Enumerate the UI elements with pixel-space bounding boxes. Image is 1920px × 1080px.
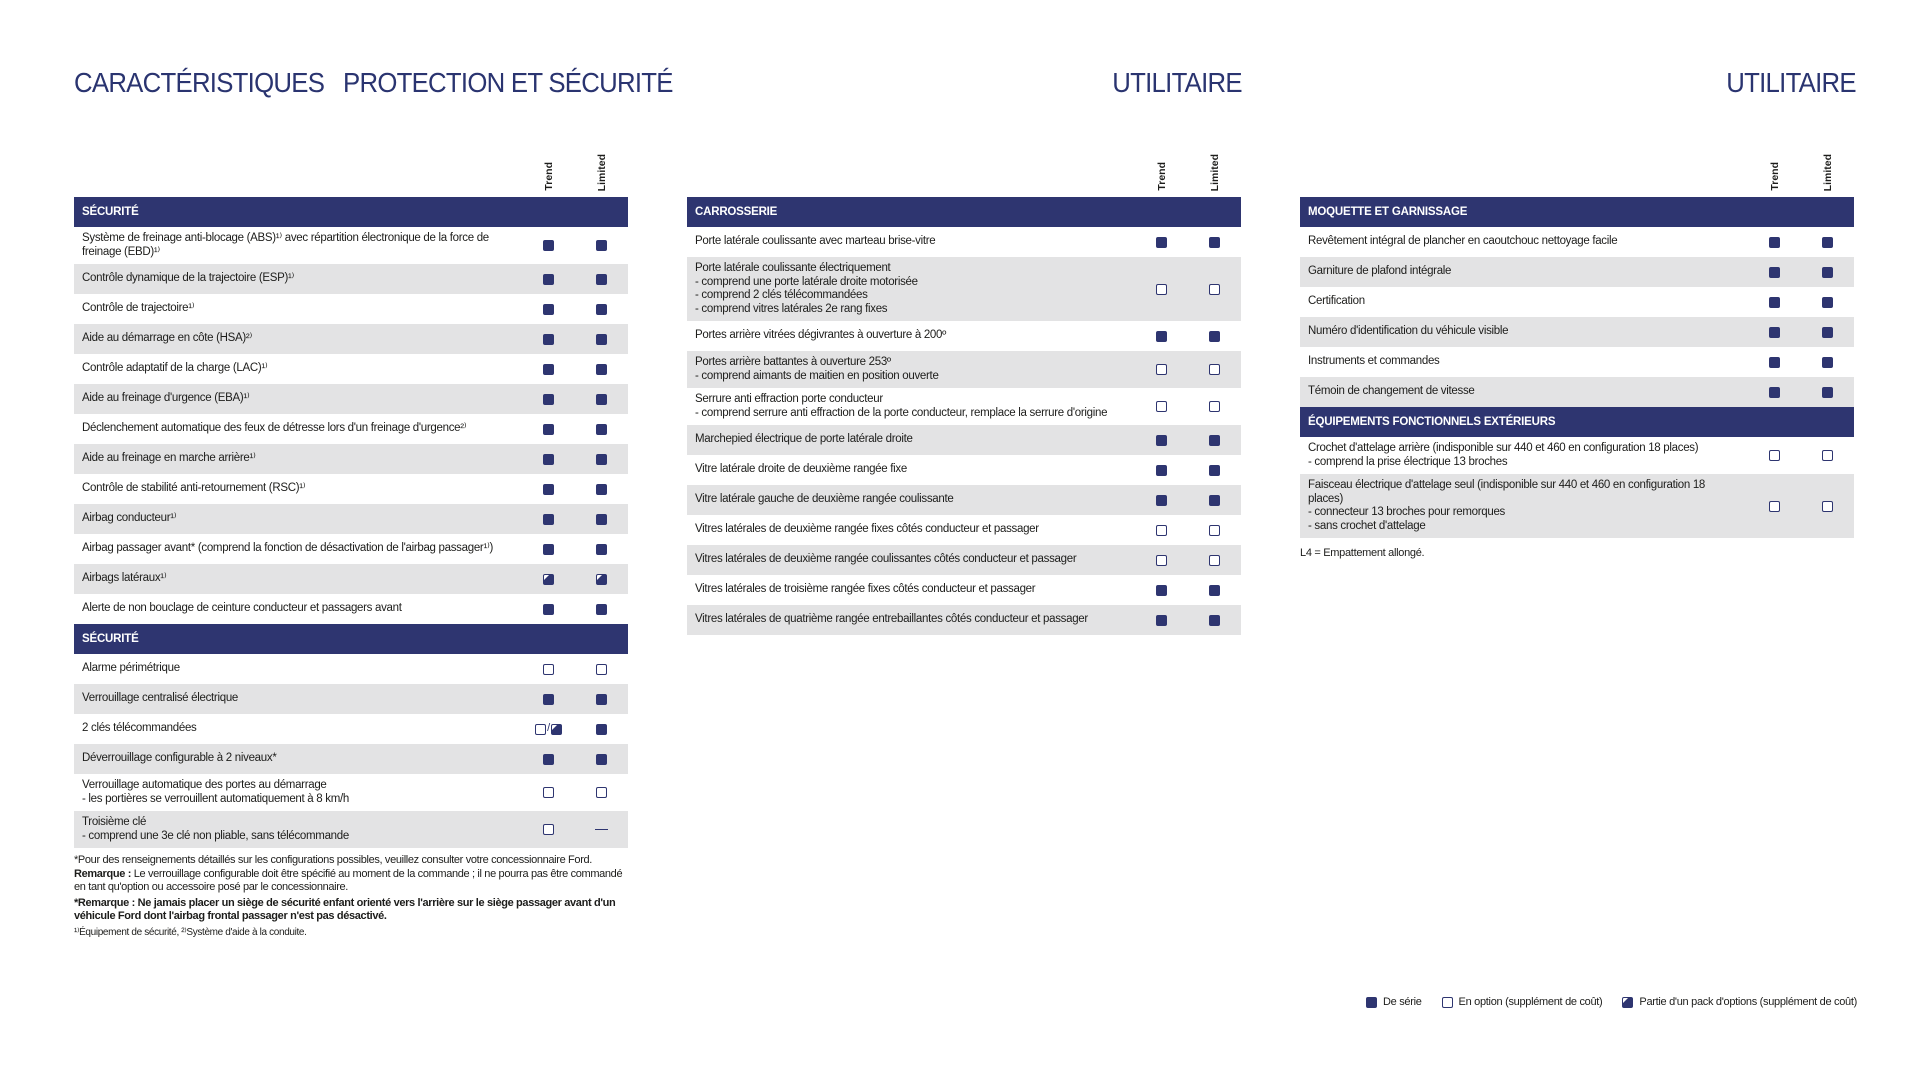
table-row xyxy=(74,474,628,504)
table-row xyxy=(687,515,1241,545)
limited-availability xyxy=(1801,267,1854,278)
feature-label: Aide au démarrage en côte (HSA)²⁾ xyxy=(82,332,252,345)
standard-square-icon xyxy=(596,484,607,495)
feature-label: Porte latérale coulissante électriquement - comprend une porte latérale droite motorisée - comprend 2 clés télécommandées - comprend vitres latérales 2e rang fixes xyxy=(695,262,918,315)
trend-availability xyxy=(1135,615,1188,626)
table-row xyxy=(687,485,1241,515)
standard-square-icon xyxy=(1209,237,1220,248)
feature-label: Crochet d'attelage arrière (indisponible sur 440 et 460 en configuration 18 places) - comprend la prise électrique 13 broches xyxy=(1308,442,1699,468)
standard-square-icon xyxy=(596,304,607,315)
standard-square-icon xyxy=(1209,435,1220,446)
limited-availability xyxy=(575,274,628,285)
limited-availability xyxy=(1801,237,1854,248)
pack-square-icon xyxy=(551,724,562,735)
limited-availability xyxy=(1801,357,1854,368)
trend-availability xyxy=(522,394,575,405)
standard-square-icon xyxy=(596,604,607,615)
standard-square-icon xyxy=(1769,327,1780,338)
trend-availability xyxy=(522,787,575,798)
trend-availability xyxy=(1135,495,1188,506)
legend-option xyxy=(1442,996,1603,1008)
table-row xyxy=(74,264,628,294)
table-row xyxy=(74,294,628,324)
option-square-icon xyxy=(1209,555,1220,566)
option-square-icon xyxy=(543,824,554,835)
option-square-icon xyxy=(1156,525,1167,536)
table-row xyxy=(74,684,628,714)
section-header: ÉQUIPEMENTS FONCTIONNELS EXTÉRIEURS xyxy=(1300,407,1854,437)
feature-label: Portes arrière vitrées dégivrantes à ouverture à 200º xyxy=(695,329,947,342)
limited-availability xyxy=(1188,401,1241,412)
table-row xyxy=(687,545,1241,575)
trim-label-limited: Limited xyxy=(1822,153,1834,191)
legend-standard-label: De série xyxy=(1382,996,1422,1008)
table-row xyxy=(1300,437,1854,474)
section-header: SÉCURITÉ xyxy=(74,624,628,654)
note-empattement: L4 = Empattement allongé. xyxy=(1300,547,1425,559)
trend-availability xyxy=(522,334,575,345)
table-row xyxy=(1300,317,1854,347)
trim-label-limited: Limited xyxy=(596,153,608,191)
trend-availability xyxy=(522,664,575,675)
trend-availability xyxy=(522,454,575,465)
feature-label: Marchepied électrique de porte latérale droite xyxy=(695,433,913,446)
remarque-label: Remarque : xyxy=(74,867,132,880)
feature-label: Troisième clé - comprend une 3e clé non pliable, sans télécommande xyxy=(82,816,349,842)
heading-caracteristiques: CARACTÉRISTIQUES xyxy=(74,67,325,98)
limited-availability xyxy=(575,240,628,251)
feature-label: Alerte de non bouclage de ceinture conducteur et passagers avant xyxy=(82,602,402,615)
standard-square-icon xyxy=(543,240,554,251)
standard-square-icon xyxy=(596,544,607,555)
legend-option-label: En option (supplément de coût) xyxy=(1458,996,1603,1008)
feature-label: Instruments et commandes xyxy=(1308,355,1440,368)
trend-availability xyxy=(1135,465,1188,476)
standard-square-icon xyxy=(1209,615,1220,626)
trim-label-trend: Trend xyxy=(1156,162,1168,191)
standard-square-icon xyxy=(543,604,554,615)
trend-availability xyxy=(1135,237,1188,248)
feature-label: Portes arrière battantes à ouverture 253º - comprend aimants de maitien en position ouverte xyxy=(695,356,939,382)
heading-utilitaire-1: UTILITAIRE xyxy=(1112,67,1242,98)
limited-availability xyxy=(1188,237,1241,248)
trim-label-trend: Trend xyxy=(543,162,555,191)
table-row xyxy=(74,504,628,534)
trend-availability xyxy=(522,484,575,495)
section-header: CARROSSERIE xyxy=(687,197,1241,227)
legend xyxy=(1366,996,1857,1008)
column-moquette-equipements xyxy=(1300,150,1854,559)
limited-availability xyxy=(1801,450,1854,461)
table-row xyxy=(1300,474,1854,538)
option-square-icon xyxy=(596,664,607,675)
feature-label: Garniture de plafond intégrale xyxy=(1308,265,1452,278)
limited-availability xyxy=(1188,615,1241,626)
table-row xyxy=(1300,377,1854,407)
trim-header xyxy=(74,150,628,197)
standard-square-icon xyxy=(1156,331,1167,342)
standard-square-icon xyxy=(1156,495,1167,506)
feature-label: Contrôle de stabilité anti-retournement (RSC)¹⁾ xyxy=(82,482,306,495)
table-row xyxy=(74,227,628,264)
feature-label: Contrôle adaptatif de la charge (LAC)¹⁾ xyxy=(82,362,268,375)
trend-availability xyxy=(522,694,575,705)
limited-availability xyxy=(575,787,628,798)
footnote-legende: ¹⁾Équipement de sécurité, ²⁾Système d'aide à la conduite. xyxy=(74,926,307,938)
section-header: SÉCURITÉ xyxy=(74,197,628,227)
feature-label: Vitres latérales de deuxième rangée fixes côtés conducteur et passager xyxy=(695,523,1039,536)
option-or-pack-marker xyxy=(535,722,562,736)
trend-availability xyxy=(1135,555,1188,566)
standard-square-icon xyxy=(1209,585,1220,596)
section-header: MOQUETTE ET GARNISSAGE xyxy=(1300,197,1854,227)
standard-square-icon xyxy=(1769,267,1780,278)
limited-availability xyxy=(1801,297,1854,308)
standard-square-icon xyxy=(1209,495,1220,506)
legend-standard xyxy=(1366,996,1422,1008)
feature-label: Aide au freinage d'urgence (EBA)¹⁾ xyxy=(82,392,250,405)
trend-availability xyxy=(1135,364,1188,375)
table-row xyxy=(687,351,1241,388)
trend-availability xyxy=(1135,284,1188,295)
limited-availability xyxy=(1801,387,1854,398)
limited-availability xyxy=(575,754,628,765)
limited-availability xyxy=(1188,525,1241,536)
table-row xyxy=(1300,287,1854,317)
standard-square-icon xyxy=(596,364,607,375)
feature-label: Vitres latérales de deuxième rangée coulissantes côtés conducteur et passager xyxy=(695,553,1077,566)
option-square-icon xyxy=(596,787,607,798)
standard-square-icon xyxy=(543,544,554,555)
limited-availability xyxy=(1188,284,1241,295)
table-row xyxy=(74,714,628,744)
standard-square-icon xyxy=(543,754,554,765)
trend-availability xyxy=(522,544,575,555)
standard-square-icon xyxy=(1209,465,1220,476)
pack-square-icon xyxy=(1622,997,1633,1008)
feature-label: Vitres latérales de troisième rangée fixes côtés conducteur et passager xyxy=(695,583,1036,596)
trend-availability xyxy=(1748,267,1801,278)
limited-availability xyxy=(575,304,628,315)
heading-protection-securite: PROTECTION ET SÉCURITÉ xyxy=(343,67,673,98)
trend-availability xyxy=(1748,387,1801,398)
feature-label: Déverrouillage configurable à 2 niveaux* xyxy=(82,752,277,765)
standard-square-icon xyxy=(543,394,554,405)
legend-pack-label: Partie d'un pack d'options (supplément de coût) xyxy=(1639,996,1857,1008)
feature-label: Serrure anti effraction porte conducteur - comprend serrure anti effraction de la porte conducteur, remplace la serrure d'origine xyxy=(695,393,1108,419)
limited-availability xyxy=(575,694,628,705)
trim-header xyxy=(687,150,1241,197)
feature-label: Certification xyxy=(1308,295,1365,308)
trim-label-trend: Trend xyxy=(1769,162,1781,191)
standard-square-icon xyxy=(596,724,607,735)
limited-availability xyxy=(575,484,628,495)
option-square-icon xyxy=(1156,555,1167,566)
trend-availability xyxy=(1748,357,1801,368)
standard-square-icon xyxy=(596,694,607,705)
table-row xyxy=(74,744,628,774)
standard-square-icon xyxy=(543,694,554,705)
standard-square-icon xyxy=(596,514,607,525)
standard-square-icon xyxy=(596,274,607,285)
feature-label: Airbags latéraux¹⁾ xyxy=(82,572,167,585)
standard-square-icon xyxy=(1769,297,1780,308)
feature-label: Verrouillage automatique des portes au démarrage - les portières se verrouillent automatiquement à 8 km/h xyxy=(82,779,350,805)
trend-availability xyxy=(1135,435,1188,446)
trend-availability xyxy=(1135,401,1188,412)
table-row xyxy=(687,227,1241,257)
limited-availability xyxy=(1188,435,1241,446)
table-row xyxy=(74,534,628,564)
option-square-icon xyxy=(1442,997,1453,1008)
feature-label: Faisceau électrique d'attelage seul (indisponible sur 440 et 460 en configuration 18 places) - connecteur 13 broches pour remorques - sans crochet d'attelage xyxy=(1308,479,1706,532)
table-row xyxy=(74,414,628,444)
limited-availability xyxy=(1188,585,1241,596)
standard-square-icon xyxy=(1769,237,1780,248)
limited-availability xyxy=(575,424,628,435)
feature-label: Porte latérale coulissante avec marteau brise-vitre xyxy=(695,235,936,248)
table-row xyxy=(74,654,628,684)
feature-label: Vitre latérale gauche de deuxième rangée coulissante xyxy=(695,493,954,506)
standard-square-icon xyxy=(1156,585,1167,596)
trend-availability xyxy=(522,754,575,765)
standard-square-icon xyxy=(596,240,607,251)
trend-availability xyxy=(522,304,575,315)
table-row xyxy=(687,257,1241,321)
option-square-icon xyxy=(543,787,554,798)
trend-availability xyxy=(522,722,575,736)
footnote-siege-enfant: *Remarque : Ne jamais placer un siège de sécurité enfant orienté vers l'arrière sur le siège passager avant d'un véhicule Ford dont l'airbag frontal passager n'est pas désactivé. xyxy=(74,896,616,922)
standard-square-icon xyxy=(543,454,554,465)
standard-square-icon xyxy=(543,334,554,345)
trend-availability xyxy=(522,424,575,435)
limited-availability xyxy=(575,604,628,615)
table-row xyxy=(1300,227,1854,257)
table-row xyxy=(74,324,628,354)
trend-availability xyxy=(522,514,575,525)
standard-square-icon xyxy=(1822,387,1833,398)
table-row xyxy=(687,605,1241,635)
slash-separator: / xyxy=(547,722,550,735)
standard-square-icon xyxy=(1822,357,1833,368)
feature-label: Airbag conducteur¹⁾ xyxy=(82,512,177,525)
pack-square-icon xyxy=(543,574,554,585)
feature-label: Aide au freinage en marche arrière¹⁾ xyxy=(82,452,256,465)
limited-availability xyxy=(1801,327,1854,338)
pack-square-icon xyxy=(596,574,607,585)
table-row xyxy=(1300,347,1854,377)
table-row xyxy=(687,321,1241,351)
feature-label: Témoin de changement de vitesse xyxy=(1308,385,1475,398)
option-square-icon xyxy=(1209,525,1220,536)
trend-availability xyxy=(1748,450,1801,461)
footnotes xyxy=(74,854,628,939)
standard-square-icon xyxy=(543,304,554,315)
footnote-remarque-verrouillage xyxy=(74,868,628,895)
table-row xyxy=(74,354,628,384)
feature-label: Revêtement intégral de plancher en caoutchouc nettoyage facile xyxy=(1308,235,1618,248)
trim-label-limited: Limited xyxy=(1209,153,1221,191)
option-square-icon xyxy=(1209,364,1220,375)
limited-availability xyxy=(575,334,628,345)
option-square-icon xyxy=(1156,401,1167,412)
option-square-icon xyxy=(1209,401,1220,412)
feature-label: Verrouillage centralisé électrique xyxy=(82,692,239,705)
footnote-configurations: *Pour des renseignements détaillés sur les configurations possibles, veuillez consulter votre concessionnaire Ford. xyxy=(74,854,592,866)
limited-availability xyxy=(575,544,628,555)
column-securite xyxy=(74,150,628,939)
standard-square-icon xyxy=(1156,465,1167,476)
option-square-icon xyxy=(1822,501,1833,512)
standard-square-icon xyxy=(543,274,554,285)
not-available-dash-icon xyxy=(595,829,608,831)
trend-availability xyxy=(1135,331,1188,342)
trend-availability xyxy=(1748,297,1801,308)
standard-square-icon xyxy=(543,364,554,375)
feature-label: Numéro d'identification du véhicule visible xyxy=(1308,325,1509,338)
option-square-icon xyxy=(535,724,546,735)
limited-availability xyxy=(1188,331,1241,342)
standard-square-icon xyxy=(596,394,607,405)
standard-square-icon xyxy=(1769,387,1780,398)
option-square-icon xyxy=(1769,450,1780,461)
legend-pack xyxy=(1622,996,1857,1008)
trend-availability xyxy=(522,574,575,585)
feature-label: Alarme périmétrique xyxy=(82,662,180,675)
standard-square-icon xyxy=(543,514,554,525)
heading-utilitaire-2: UTILITAIRE xyxy=(1726,67,1856,98)
option-square-icon xyxy=(543,664,554,675)
trend-availability xyxy=(522,240,575,251)
standard-square-icon xyxy=(1769,357,1780,368)
feature-label: Vitre latérale droite de deuxième rangée fixe xyxy=(695,463,907,476)
standard-square-icon xyxy=(1366,997,1377,1008)
table-row xyxy=(74,564,628,594)
remarque-text: Le verrouillage configurable doit être spécifié au moment de la commande ; il ne pourra pas être commandé en tant qu'option ou accessoire posé par le concessionnaire. xyxy=(74,867,623,893)
trend-availability xyxy=(522,604,575,615)
trend-availability xyxy=(522,364,575,375)
trend-availability xyxy=(522,274,575,285)
limited-availability xyxy=(1188,364,1241,375)
column-carrosserie xyxy=(687,150,1241,635)
option-square-icon xyxy=(1209,284,1220,295)
standard-square-icon xyxy=(1209,331,1220,342)
trend-availability xyxy=(522,824,575,835)
feature-label: Vitres latérales de quatrième rangée entrebaillantes côtés conducteur et passager xyxy=(695,613,1088,626)
limited-availability xyxy=(575,829,628,831)
limited-availability xyxy=(575,724,628,735)
feature-label: Contrôle dynamique de la trajectoire (ESP)¹⁾ xyxy=(82,272,295,285)
limited-availability xyxy=(1801,501,1854,512)
table-row xyxy=(687,455,1241,485)
feature-label: Système de freinage anti-blocage (ABS)¹⁾ avec répartition électronique de la force de freinage (EBD)¹⁾ xyxy=(82,232,489,258)
limited-availability xyxy=(575,394,628,405)
standard-square-icon xyxy=(596,454,607,465)
trend-availability xyxy=(1135,585,1188,596)
feature-label: 2 clés télécommandées xyxy=(82,722,197,735)
feature-label: Contrôle de trajectoire¹⁾ xyxy=(82,302,195,315)
table-row xyxy=(687,575,1241,605)
limited-availability xyxy=(575,574,628,585)
trend-availability xyxy=(1135,525,1188,536)
option-square-icon xyxy=(1156,364,1167,375)
standard-square-icon xyxy=(543,484,554,495)
option-square-icon xyxy=(1769,501,1780,512)
standard-square-icon xyxy=(596,334,607,345)
standard-square-icon xyxy=(1822,297,1833,308)
standard-square-icon xyxy=(1156,237,1167,248)
table-row xyxy=(74,444,628,474)
table-row xyxy=(687,425,1241,455)
limited-availability xyxy=(575,454,628,465)
trend-availability xyxy=(1748,501,1801,512)
table-row xyxy=(74,594,628,624)
option-square-icon xyxy=(1822,450,1833,461)
table-row xyxy=(687,388,1241,425)
trend-availability xyxy=(1748,237,1801,248)
feature-label: Déclenchement automatique des feux de détresse lors d'un freinage d'urgence²⁾ xyxy=(82,422,467,435)
option-square-icon xyxy=(1156,284,1167,295)
limited-availability xyxy=(575,364,628,375)
table-row xyxy=(74,774,628,811)
trim-header xyxy=(1300,150,1854,197)
table-row xyxy=(1300,257,1854,287)
feature-label: Airbag passager avant* (comprend la fonction de désactivation de l'airbag passager¹⁾) xyxy=(82,542,494,555)
standard-square-icon xyxy=(543,424,554,435)
limited-availability xyxy=(1188,495,1241,506)
limited-availability xyxy=(1188,465,1241,476)
standard-square-icon xyxy=(1156,615,1167,626)
table-row xyxy=(74,811,628,848)
trend-availability xyxy=(1748,327,1801,338)
limited-availability xyxy=(575,514,628,525)
standard-square-icon xyxy=(1822,237,1833,248)
limited-availability xyxy=(575,664,628,675)
standard-square-icon xyxy=(1156,435,1167,446)
limited-availability xyxy=(1188,555,1241,566)
table-row xyxy=(74,384,628,414)
standard-square-icon xyxy=(1822,267,1833,278)
standard-square-icon xyxy=(596,424,607,435)
standard-square-icon xyxy=(596,754,607,765)
standard-square-icon xyxy=(1822,327,1833,338)
